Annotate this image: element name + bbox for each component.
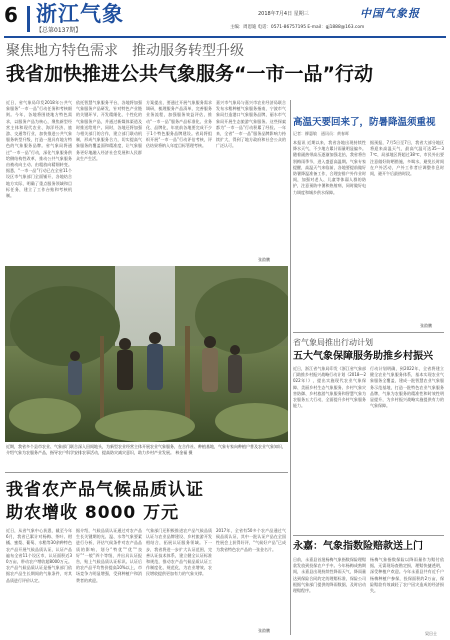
section-divider bbox=[293, 332, 444, 333]
publication-date bbox=[258, 11, 309, 18]
heat-author: 张韵鹏 bbox=[420, 323, 432, 328]
yongjia-author: 吴日士 bbox=[425, 631, 437, 636]
rural-column-1: 近日，浙江省气象局印发《浙江省气象部门助推乡村振兴战略行动计划（2018—2022年）》，提出实施现代农业气象保障、美丽乡村生态气象服务、乡村气象灾害防御、乡村旅游气象服务和智慧气象为农服务五大行动，全面提升乡村气象服务能力。 bbox=[293, 366, 366, 409]
certification-headline-line-2: 助农增收 8000 万元 bbox=[6, 503, 180, 523]
certification-headline-line-1: 我省农产品气候品质认证 bbox=[6, 480, 204, 500]
masthead bbox=[0, 0, 450, 40]
certification-column-2: 据介绍，气候品质认证通过对农产品生长关键期的光、温、水等气象要素进行分析，评估气候条件对农产品品质的影响，划分“特优”“优”“良好”“一般”四个等级，并出具认证报告，贴上气候品质认证标识。认证后的农产品平均售价提高10%以上，市场竞争力明显增强，受到种植户和消费者的欢迎。 bbox=[76, 528, 142, 583]
masthead-accent-bar bbox=[27, 6, 30, 32]
certification-headline bbox=[6, 479, 204, 525]
section-title: 浙江气象 bbox=[36, 2, 124, 26]
lead-column-4: 嘉兴市气象局与嘉兴市农业经济局联合发布水稻种植气象服务指南，宁波市气象局打造港口气象服务品牌，丽水市气象局开展生态旅游气象服务。这些探索都为“一市一品”行动积累了经验。一年来，全省“一市一品”服务品牌影响力持续扩大，得到了地方政府和社会公众的广泛认可。 bbox=[216, 100, 286, 149]
contact-info: 主编：周恩迪 电话：0571-86757195 E-mail：gj1888@163.com bbox=[230, 25, 365, 30]
page-number: 6 bbox=[4, 3, 18, 27]
rural-column-2: 行动计划明确，到2022年，全省将建立健全农业气象服务体系，基本实现农业气象服务全覆盖，建成一批智慧农业气象服务示范基地，打造一批特色农业气象服务品牌，气象为农服务的精准性和时效性明显提升，为乡村振兴战略实施提供有力的气象保障。 bbox=[370, 366, 444, 409]
rural-subtitle: 省气象局推出行动计划 bbox=[293, 338, 373, 347]
lead-column-2: 依托智慧气象服务平台，各地将加强气象服务产品研发，针对特色产业链的关键环节，开发精细化、个性化的气象服务产品，并通过新媒体渠道及时推送给用户。同时，各地还将加强与相关部门的合作，建立部门联动机制，形成气象服务合力，切实提高气象服务的覆盖面和精准度，让气象服务更好地融入经济社会发展和人民群众生产生活。 bbox=[76, 100, 142, 161]
masthead-rule bbox=[4, 36, 446, 38]
photo-credit: 林金福 摄 bbox=[175, 450, 193, 455]
heat-byline: 记者：柳惠敏 通讯员：黄春晖 bbox=[293, 131, 349, 136]
heat-headline: 高温天要回来了，防暑降温须重视 bbox=[293, 117, 436, 128]
photo-caption bbox=[6, 444, 288, 462]
yongjia-headline: 永嘉：气象指数险赔款送上门 bbox=[293, 541, 423, 552]
section-divider bbox=[293, 535, 444, 536]
newspaper-logo: 中国气象报 bbox=[360, 7, 420, 20]
lead-column-1: 近日，省气象局印发2018年公共气象服务“一市一品”行动任务和考核细则。今年，各地将围绕地方特色需求，以服务产品为核心，聚焦新型经营主体和现代农业、海洋经济、旅游、交通等行业，加快推进公共气象服务转型升级，打造一批具有地方特色的气象服务品牌。省气象局将通过“一市一品”行动，深化气象服务供给侧结构性改革，推动公共气象服务由被动向主动、由粗放向精细转变。据悉，“一市一品”行动已在全省11个设区市气象部门全面铺开，各地结合地方实际，明确了重点服务领域和目标任务，建立了工作台账和考核机制。 bbox=[6, 100, 72, 199]
date-text: 2018年7月4日 bbox=[258, 11, 293, 17]
column-divider bbox=[290, 100, 291, 635]
issue-number: 【总第0137期】 bbox=[36, 27, 82, 34]
field-photo bbox=[5, 266, 288, 442]
lead-author: 张韵鹏 bbox=[258, 257, 270, 262]
caption-text: 近期，我省多个县市农业、气象部门联合深入田间地头，为新型农业经营主体开展农业气象服务，在合作社、种植基地，气象专家向种植户普及农业气象知识，介绍气象为农服务产品，指导农户科学安排农事活动，提高防灾减灾意识，助力乡村产业发展。 bbox=[6, 444, 286, 455]
yongjia-column-1: 日前，永嘉县首批杨梅气象指数保险理赔款发放到投保农户手中。今年杨梅成熟期间，永嘉县出现持续性降雨天气，降雨量达到保险合同约定的理赔标准，保险公司根据气象部门提供的降雨数据，及时启动理赔程序。 bbox=[293, 557, 366, 594]
rural-headline: 五大气象保障服务助推乡村振兴 bbox=[293, 351, 433, 362]
certification-column-4: 2017年，全省有50多个农产品通过气候品质认证，其中一批认证产品在全国性展会上获得好评，“气候好产品”已成为我省特色农产品的一张金名片。 bbox=[216, 528, 286, 552]
lead-subtitle: 聚焦地方特色需求 推动服务转型升级 bbox=[6, 43, 244, 59]
field-photo-image bbox=[5, 266, 288, 442]
section-divider bbox=[5, 472, 288, 473]
weekday-text: 星期三 bbox=[293, 11, 309, 17]
lead-headline: 我省加快推进公共气象服务“一市一品”行动 bbox=[6, 63, 373, 85]
heat-column-2: 据预报，7月5日至7日，我省大部分地区将迎来高温天气，最高气温可达35～37℃，局部地区将超过38℃，市民外出要注意做好防晒措施，多喝水，避免长时间在户外活动，户外工作者应调整作息时间，避开午后最热时段。 bbox=[370, 140, 444, 177]
yongjia-column-2: 杨梅气象指数保险以降雨量作为赔付依据，无需现场查勘定损，理赔快捷透明，深受种植户欢迎。今年永嘉县共有近千户杨梅种植户参保，投保面积约2万亩，保险赔款有效减轻了农户因灾造成的经济损失。 bbox=[370, 557, 444, 594]
certification-column-1: 近日，从省气象中心获悉，截至今年6月，我省已累计对杨梅、茶叶、柑橘、蜜梨、葡萄、水稻等30余种特色农产品开展气候品质认证，认证产品遍布全省11个设区市，认证面积近30万亩，带动农户增收超8000万元。农产品气候品质认证是指气象部门依据农产品生长期间的气象条件，对其品质进行评价认定。 bbox=[6, 528, 72, 583]
lead-column-3: 方案提出，要通过开展气象服务需求调研，梳理服务产品清单，完善服务业务流程，加强服务效益评估，推动“一市一品”服务产品标准化、业务化、品牌化，年底前各地要完成不少于1个特色服务品牌建设。省局将组织开展“一市一品”行动评估考核，评估结果将纳入年度目标管理考核。 bbox=[146, 100, 212, 149]
heat-column-1: 本报讯 近期以来，我省各地出现持续性降水天气，不少地方累计雨量明显偏多。随着副热带高压逐渐加强北抬，我省将告别梅雨季节，进入盛夏高温期。气象专家提醒，高温天气来临前，各地要提前做好防暑降温准备工作，合理安排户外作业时间，加强对老人、儿童等体弱人群的防护，注意预防中暑和热射病，同时做好电力调度和城乡供水保障。 bbox=[293, 140, 366, 195]
certification-author: 张韵鹏 bbox=[258, 628, 270, 633]
certification-column-3: 气象部门还积极推进农产品气候品质认证与农业品牌建设、乡村旅游开发相结合，拓展认证服务领域。下一步，我省将进一步扩大认证范围，完善认证技术体系，建立健全认证标准和规范，推动农产品气候品质认证工作制度化、规范化，为农业增效、农民增收提供更加有力的气象支撑。 bbox=[146, 528, 212, 577]
